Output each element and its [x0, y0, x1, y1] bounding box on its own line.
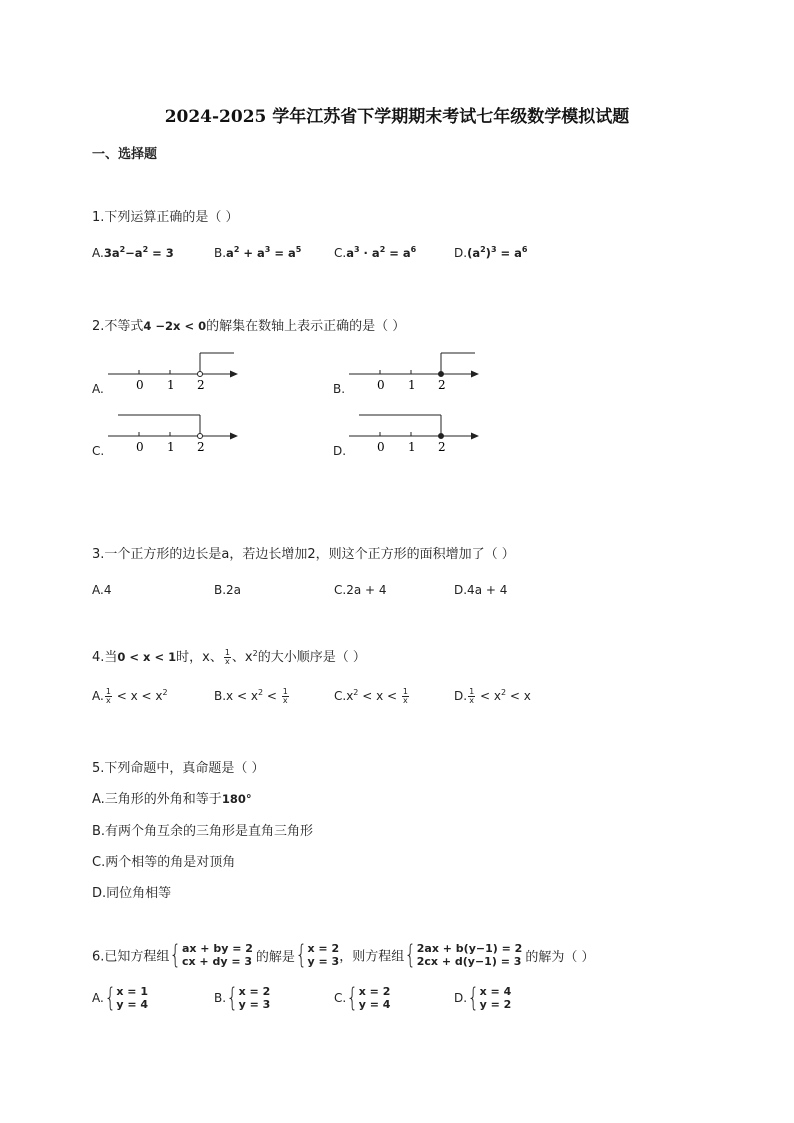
q3-option-c: C.2a + 4 [334, 583, 387, 597]
q1-b-p5: 5 [295, 245, 302, 254]
left-brace-icon: { [467, 983, 480, 1013]
q1-d-label: D. [454, 246, 468, 260]
q4-fraction [224, 649, 231, 666]
q1-b-p1: 2 [233, 245, 240, 254]
q1-d-p1: 2 [480, 245, 486, 254]
sys1-line1: ax + by = 2 [181, 942, 253, 955]
question-6-stem [92, 942, 594, 968]
q1-c-p2: · a [359, 246, 380, 260]
q1-a-p0: 3a [103, 246, 120, 260]
q2-d-label: D. [333, 444, 347, 458]
q4-b-label: B.x < x [214, 689, 258, 703]
q1-d-p0: (a [467, 246, 481, 260]
tick-2: 2 [438, 440, 446, 454]
left-brace-icon: { [104, 983, 116, 1013]
q6-system-1 [182, 942, 253, 968]
q4-sq: 2 [252, 649, 258, 658]
q5-a-value: 180° [221, 792, 252, 806]
tick-0: 0 [136, 440, 144, 454]
left-brace-icon: { [404, 940, 417, 970]
q2-option-d [333, 410, 493, 470]
q1-c-label: C. [334, 246, 347, 260]
q6-d-line2: y = 2 [479, 998, 512, 1011]
tick-2: 2 [197, 378, 205, 392]
left-brace-icon: { [346, 983, 359, 1013]
q1-option-a [92, 246, 174, 260]
page-title: 2024-2025 学年江苏省下学期期末考试七年级数学模拟试题 [164, 107, 630, 127]
q4-a-label: A. [92, 689, 104, 703]
q6-a-line2: y = 4 [116, 998, 149, 1011]
q1-a-label: A. [92, 246, 104, 260]
tick-0: 0 [377, 440, 385, 454]
q1-c-p4: = a [385, 246, 411, 260]
q4-a-text: < x < x [112, 689, 163, 703]
q2-c-label: C. [92, 444, 105, 458]
number-line-b [333, 348, 493, 408]
q5-a-text: A.三角形的外角和等于 [92, 792, 222, 807]
q4-b-sq: 2 [257, 688, 264, 697]
number-line-a [92, 348, 252, 408]
q5-option-d: D.同位角相等 [92, 886, 172, 901]
number-line-d [333, 410, 493, 470]
q1-c-p5: 6 [410, 245, 417, 254]
q4-post: 的大小顺序是（ ） [257, 650, 366, 665]
q4-mid: 时，x、 [176, 650, 223, 665]
q1-b-p0: a [226, 246, 234, 260]
q6-option-b [214, 985, 270, 1011]
frac-num: 1 [402, 687, 408, 696]
q2-pre: 2.不等式 [92, 319, 144, 334]
q6-pre: 6.已知方程组 [92, 949, 170, 965]
q4-d-text: < x [476, 689, 501, 703]
q2-inequality: 4 −2x < 0 [143, 319, 207, 333]
frac-num: 1 [469, 687, 475, 696]
tick-1: 1 [167, 440, 175, 454]
question-3-stem: 3.一个正方形的边长是a，若边长增加2，则这个正方形的面积增加了（ ） [92, 547, 515, 562]
q6-option-d [454, 985, 511, 1011]
q4-c-label: C.x [334, 689, 354, 703]
tick-2: 2 [197, 440, 205, 454]
q6-d-label: D. [454, 991, 468, 1005]
q6-b-system [239, 985, 271, 1011]
q6-a-line1: x = 1 [116, 985, 148, 998]
q4-b-text: < [263, 689, 281, 703]
tick-2: 2 [438, 378, 446, 392]
q6-a-label: A. [92, 991, 104, 1005]
q1-d-p4: = a [496, 246, 522, 260]
q6-b-line2: y = 3 [238, 998, 271, 1011]
q4-pre: 4.当 [92, 650, 118, 665]
sys2-line2: 2cx + d(y−1) = 3 [416, 955, 522, 968]
section-title: 一、选择题 [92, 147, 158, 162]
question-5-stem: 5.下列命题中，真命题是（ ） [92, 761, 265, 776]
q6-system-2 [417, 942, 523, 968]
q6-c-line2: y = 4 [358, 998, 391, 1011]
frac-num: 1 [282, 687, 288, 696]
q1-a-p2: −a [125, 246, 143, 260]
sys2-line1: 2ax + b(y−1) = 2 [416, 942, 523, 955]
q1-a-p4: = 3 [148, 246, 174, 260]
q6-c-system [359, 985, 391, 1011]
q6-d-line1: x = 4 [479, 985, 512, 998]
q6-option-c [334, 985, 390, 1011]
q2-option-c [92, 410, 252, 470]
q6-a-system [116, 985, 148, 1011]
q5-option-a [92, 788, 252, 807]
q4-c-text: < x < [358, 689, 401, 703]
sol1-line2: y = 3 [307, 955, 340, 968]
left-brace-icon: { [295, 940, 308, 970]
question-1-stem: 1.下列运算正确的是（ ） [92, 210, 239, 225]
q3-option-a: A.4 [92, 583, 112, 597]
q6-option-a [92, 985, 148, 1011]
frac-den: x [403, 696, 408, 705]
q1-option-c [334, 246, 416, 260]
q6-mid2: ，则方程组 [339, 949, 405, 965]
q1-b-p4: = a [270, 246, 296, 260]
question-4-stem [92, 646, 366, 666]
q4-d-label: D. [454, 689, 468, 703]
q4-c-sq: 2 [353, 688, 359, 697]
left-brace-icon: { [226, 983, 239, 1013]
tick-1: 1 [167, 378, 175, 392]
left-brace-icon: { [169, 940, 182, 970]
q1-b-p3: 3 [264, 245, 271, 254]
q1-a-p3: 2 [142, 245, 149, 254]
q1-b-label: B. [214, 246, 227, 260]
q3-option-b: B.2a [214, 583, 242, 597]
frac-num: 1 [105, 687, 111, 696]
sys1-line2: cx + dy = 3 [181, 955, 253, 968]
tick-1: 1 [408, 440, 416, 454]
q4-a-sq: 2 [162, 688, 168, 697]
frac-den: x [282, 696, 288, 705]
q2-option-b [333, 348, 493, 408]
q5-option-b: B.有两个角互余的三角形是直角三角形 [92, 824, 314, 839]
frac-den: x [105, 696, 111, 705]
q6-b-line1: x = 2 [238, 985, 271, 998]
frac-den: x [469, 696, 474, 705]
q4-sep: 、x [231, 650, 253, 665]
question-2-stem [92, 315, 405, 334]
q1-a-p1: 2 [119, 245, 126, 254]
q1-d-p2: ) [485, 246, 491, 260]
q4-option-b [214, 688, 290, 705]
sol1-line1: x = 2 [307, 942, 340, 955]
q6-c-line1: x = 2 [358, 985, 391, 998]
q1-c-p1: 3 [353, 245, 360, 254]
q1-b-p2: + a [239, 246, 265, 260]
q2-a-label: A. [92, 382, 104, 396]
q2-post: 的解集在数轴上表示正确的是（ ） [206, 319, 406, 334]
tick-0: 0 [377, 378, 385, 392]
tick-0: 0 [136, 378, 144, 392]
q1-option-d [454, 246, 528, 260]
tick-1: 1 [408, 378, 416, 392]
q1-c-p3: 2 [379, 245, 386, 254]
q2-option-a [92, 348, 252, 408]
frac-den: x [225, 657, 230, 666]
q4-d-text2: < x [506, 689, 531, 703]
q4-d-sq: 2 [500, 688, 507, 697]
frac-num: 1 [224, 648, 230, 657]
q3-option-d: D.4a + 4 [454, 583, 508, 597]
q5-option-c: C.两个相等的角是对顶角 [92, 855, 236, 870]
q1-option-b [214, 246, 301, 260]
q6-d-system [480, 985, 512, 1011]
q6-post: 的解为（ ） [525, 949, 595, 965]
number-line-c [92, 410, 252, 470]
q6-mid: 的解是 [255, 949, 295, 965]
q1-d-p5: 6 [521, 245, 528, 254]
q4-condition: 0 < x < 1 [117, 650, 177, 664]
q6-c-label: C. [334, 991, 347, 1005]
q4-option-a [92, 688, 168, 705]
q1-d-p3: 3 [490, 245, 497, 254]
q6-b-label: B. [214, 991, 227, 1005]
q4-option-c [334, 688, 410, 705]
q6-solution-1 [307, 942, 339, 968]
q1-c-p0: a [346, 246, 354, 260]
q2-b-label: B. [333, 382, 346, 396]
q4-option-d [454, 688, 531, 705]
